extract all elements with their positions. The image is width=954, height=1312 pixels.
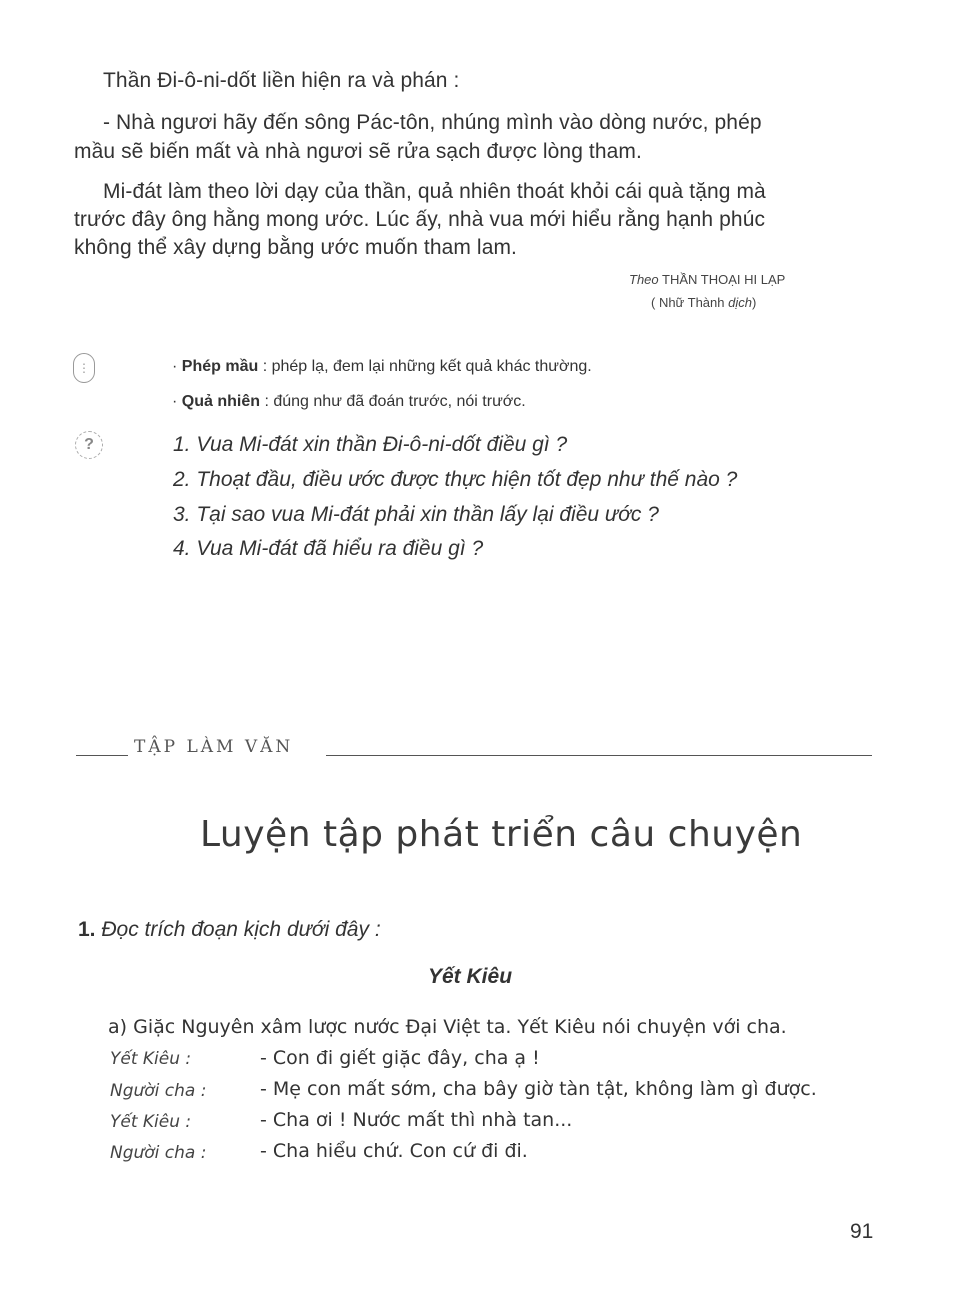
source-name: THẦN THOẠI HI LẠP bbox=[662, 272, 786, 287]
dialogue-line: - Con đi giết giặc đây, cha ạ ! bbox=[260, 1047, 540, 1069]
glossary-definition: : phép lạ, đem lại những kết quả khác thường. bbox=[258, 358, 592, 375]
source-prefix: Theo bbox=[629, 272, 659, 287]
story-paragraph-3-line-2: trước đây ông hằng mong ước. Lúc ấy, nhà vua mới hiểu rằng hạnh phúc bbox=[74, 208, 766, 231]
glossary-item: · Phép mầu : phép lạ, đem lại những kết quả khác thường. bbox=[172, 358, 592, 375]
page-number: 91 bbox=[850, 1220, 874, 1243]
glossary-term: Quả nhiên bbox=[181, 393, 261, 410]
translator-word: dịch bbox=[728, 295, 752, 310]
glossary-item: · Quả nhiên : đúng như đã đoán trước, nói trước. bbox=[172, 393, 526, 410]
book-icon: ⋮ bbox=[73, 353, 95, 383]
dialogue-speaker: Người cha : bbox=[110, 1143, 207, 1163]
question-icon: ? bbox=[75, 431, 103, 459]
scene-description: a) Giặc Nguyên xâm lược nước Đại Việt ta. Yết Kiêu nói chuyện với cha. bbox=[108, 1016, 787, 1038]
section-divider-left bbox=[76, 755, 128, 756]
question-3: 3. Tại sao vua Mi-đát phải xin thần lấy lại điều ước ? bbox=[173, 503, 659, 526]
question-1: 1. Vua Mi-đát xin thần Đi-ô-ni-dốt điều gì ? bbox=[173, 433, 568, 456]
story-paragraph-1: Thần Đi-ô-ni-dốt liền hiện ra và phán : bbox=[103, 69, 460, 92]
exercise-instruction bbox=[78, 918, 381, 942]
lesson-title: Luyện tập phát triển câu chuyện bbox=[200, 814, 803, 855]
story-translator bbox=[651, 295, 756, 310]
story-paragraph-2-line-1: - Nhà ngươi hãy đến sông Pác-tôn, nhúng mình vào dòng nước, phép bbox=[103, 111, 762, 134]
story-source bbox=[629, 272, 785, 287]
translator-name: ( Nhữ Thành bbox=[651, 295, 725, 310]
exercise-text: Đọc trích đoạn kịch dưới đây : bbox=[101, 918, 381, 941]
dialogue-speaker: Yết Kiêu : bbox=[110, 1049, 192, 1069]
dialogue-line: - Cha ơi ! Nước mất thì nhà tan... bbox=[260, 1109, 573, 1131]
play-title: Yết Kiêu bbox=[428, 965, 513, 988]
question-4: 4. Vua Mi-đát đã hiểu ra điều gì ? bbox=[173, 537, 484, 560]
glossary-term: Phép mầu bbox=[181, 358, 259, 375]
section-divider-right bbox=[326, 755, 872, 756]
question-2: 2. Thoạt đầu, điều ước được thực hiện tốt đẹp như thế nào ? bbox=[173, 468, 738, 491]
dialogue-speaker: Yết Kiêu : bbox=[110, 1112, 192, 1132]
translator-close: ) bbox=[751, 295, 757, 310]
exercise-number: 1. bbox=[78, 918, 96, 941]
story-paragraph-2-line-2: mầu sẽ biến mất và nhà ngươi sẽ rửa sạch được lòng tham. bbox=[74, 140, 642, 163]
dialogue-speaker: Người cha : bbox=[110, 1081, 207, 1101]
dialogue-line: - Mẹ con mất sớm, cha bây giờ tàn tật, không làm gì được. bbox=[260, 1078, 817, 1100]
section-label: TẬP LÀM VĂN bbox=[134, 737, 294, 757]
glossary-definition: : đúng như đã đoán trước, nói trước. bbox=[260, 393, 526, 410]
story-paragraph-3-line-1: Mi-đát làm theo lời dạy của thần, quả nhiên thoát khỏi cái quà tặng mà bbox=[103, 180, 766, 203]
dialogue-line: - Cha hiểu chứ. Con cứ đi đi. bbox=[260, 1140, 528, 1162]
story-paragraph-3-line-3: không thể xây dựng bằng ước muốn tham lam. bbox=[74, 236, 517, 259]
